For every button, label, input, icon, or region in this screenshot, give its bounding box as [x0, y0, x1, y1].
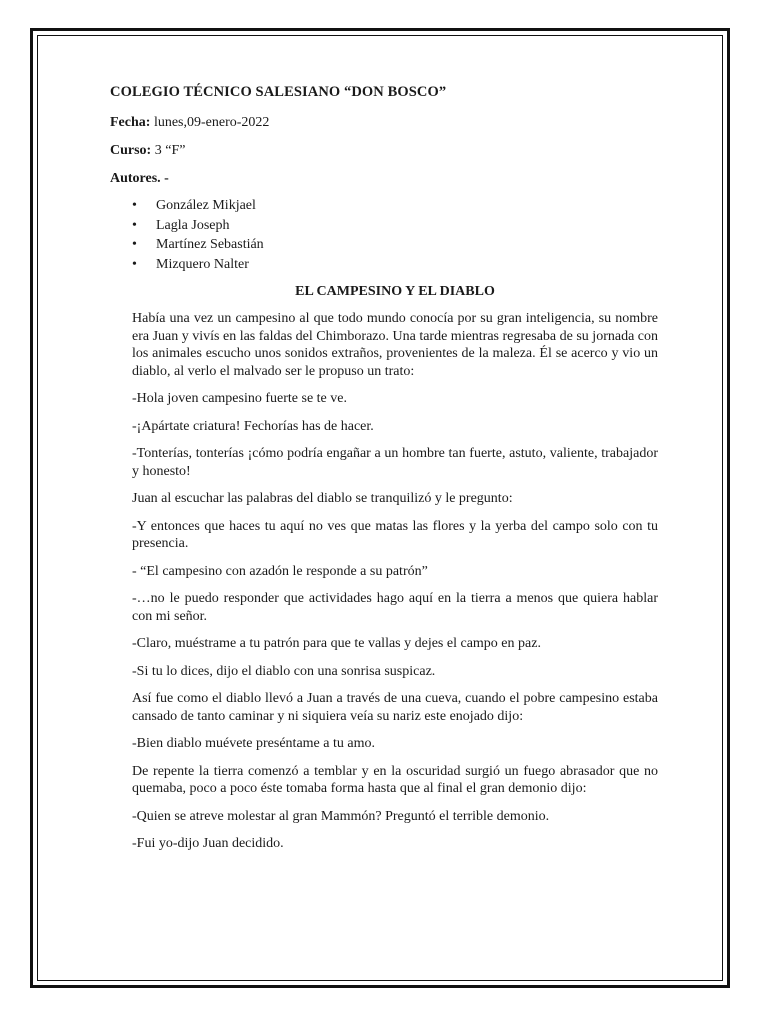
story-paragraph: -¡Apártate criatura! Fechorías has de hacer.	[132, 418, 374, 434]
author-item: • Lagla Joseph	[132, 216, 658, 236]
story-paragraph: -…no le puedo responder que actividades hago aquí en la tierra a menos que quiera hablar con mi señor.	[132, 591, 658, 624]
school-name: COLEGIO TÉCNICO SALESIANO “DON BOSCO”	[110, 84, 447, 100]
document-content	[110, 84, 658, 863]
date-value: lunes,09-enero-2022	[153, 115, 270, 130]
story-paragraph: -Fui yo-dijo Juan decidido.	[132, 836, 284, 851]
story-paragraph: -Tonterías, tonterías ¡cómo podría engañar a un hombre tan fuerte, astuto, valiente, trabajador y honesto!	[132, 446, 658, 479]
author-item: • Mizquero Nalter	[132, 255, 658, 275]
date-line	[110, 115, 658, 131]
story-paragraph: -Y entonces que haces tu aquí no ves que matas las flores y la yerba del campo solo con tu presencia.	[132, 518, 658, 551]
authors-label: Autores. -	[110, 171, 169, 186]
story-paragraph: Así fue como el diablo llevó a Juan a través de una cueva, cuando el pobre campesino estaba cansado de tanto caminar y ni siquiera veía su nariz este enojado dijo:	[132, 691, 658, 724]
author-item: • González Mikjael	[132, 196, 658, 216]
course-value: 3 “F”	[154, 143, 186, 158]
story-paragraph: Juan al escuchar las palabras del diablo se tranquilizó y le pregunto:	[132, 491, 513, 506]
story-title: EL CAMPESINO Y EL DIABLO	[295, 284, 495, 299]
author-item: • Martínez Sebastián	[132, 235, 658, 255]
story-paragraph: Había una vez un campesino al que todo mundo conocía por su gran inteligencia, su nombre era Juan y vivís en las faldas del Chimborazo. Una tarde mientras regresaba de su jornada con los animales escucho unos sonidos extraños, provenientes de la maleza. Él se acerco y vio un diablo, al verlo el malvado ser le propuso un trato:	[132, 311, 658, 379]
story-paragraph: -Bien diablo muévete preséntame a tu amo.	[132, 736, 375, 751]
story-paragraph: - “El campesino con azadón le responde a su patrón”	[132, 563, 428, 579]
course-label: Curso:	[110, 143, 152, 158]
story-paragraph: -Hola joven campesino fuerte se te ve.	[132, 391, 347, 406]
story-paragraph: -Claro, muéstrame a tu patrón para que te vallas y dejes el campo en paz.	[132, 636, 541, 651]
story-body	[132, 310, 658, 853]
date-label: Fecha:	[110, 115, 151, 130]
story-paragraph: -Quien se atreve molestar al gran Mammón? Preguntó el terrible demonio.	[132, 808, 550, 824]
authors-list	[110, 196, 658, 274]
story-paragraph: -Si tu lo dices, dijo el diablo con una sonrisa suspicaz.	[132, 663, 436, 679]
course-line	[110, 143, 658, 159]
story-paragraph: De repente la tierra comenzó a temblar y en la oscuridad surgió un fuego abrasador que no quemaba, poco a poco éste tomaba forma hasta que al final el gran demonio dijo:	[132, 763, 658, 796]
